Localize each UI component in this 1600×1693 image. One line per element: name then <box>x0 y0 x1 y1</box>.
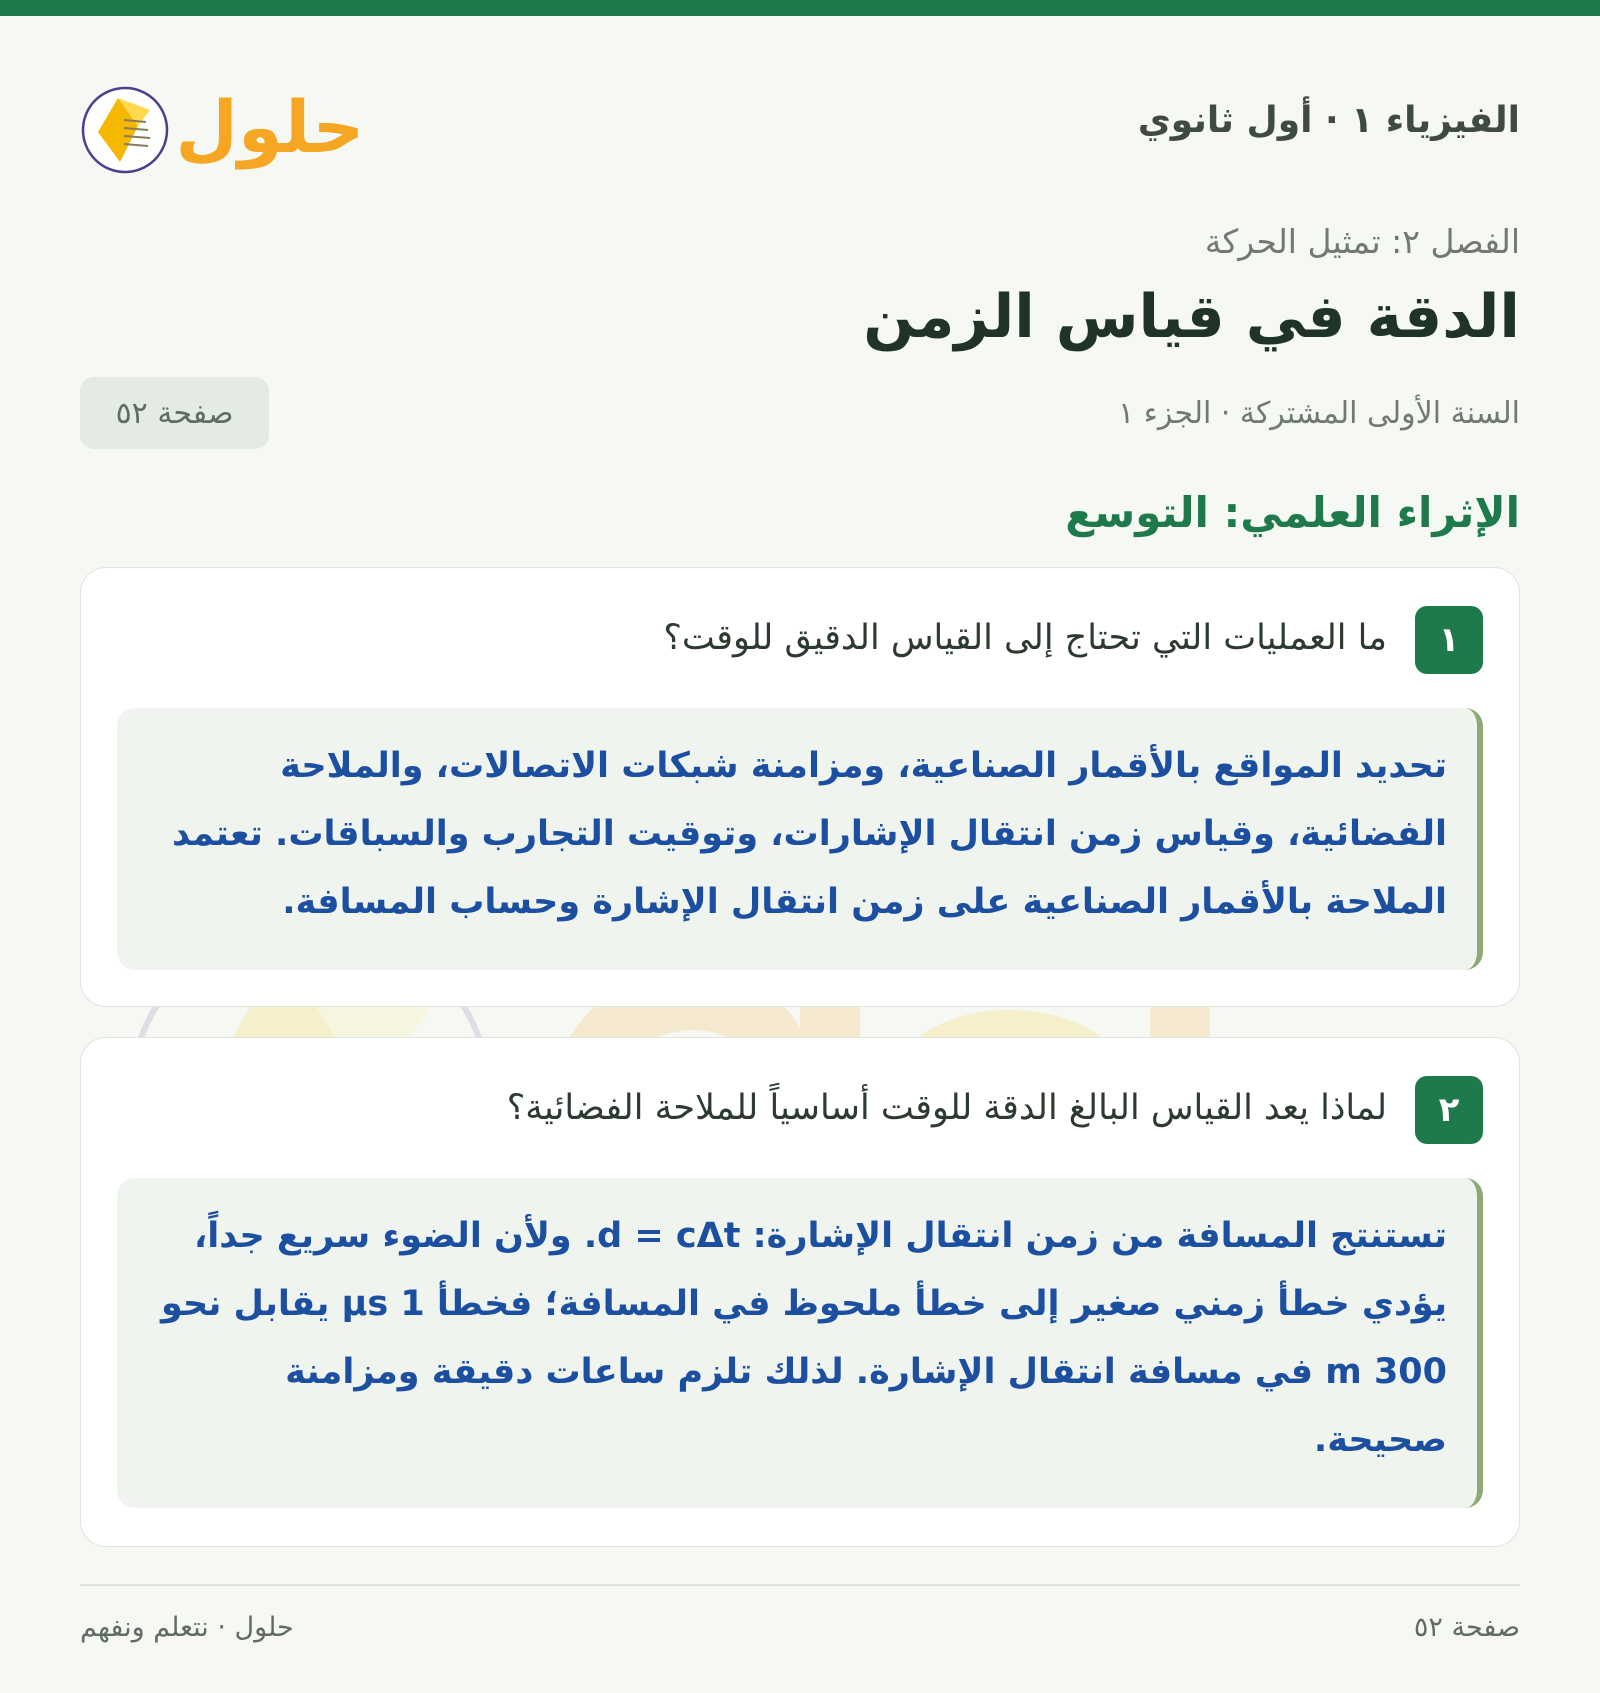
header <box>80 70 1520 180</box>
question-text: لماذا يعد القياس البالغ الدقة للوقت أساسياً للملاحة الفضائية؟ <box>506 1088 1387 1128</box>
question-card <box>80 1037 1520 1547</box>
brand-logo[interactable] <box>80 70 370 180</box>
top-accent-bar <box>0 0 1600 16</box>
answer-box: تحديد المواقع بالأقمار الصناعية، ومزامنة شبكات الاتصالات، والملاحة الفضائية، وقياس زمن انتقال الإشارات، وتوقيت التجارب والسباقات. تعتمد الملاحة بالأقمار الصناعية على زمن انتقال الإشارة وحساب المسافة. <box>117 708 1483 970</box>
lesson-meta: السنة الأولى المشتركة · الجزء ١ <box>1118 396 1520 431</box>
subject-title: الفيزياء ١ · أول ثانوي <box>1137 100 1520 141</box>
footer-brand: حلول · نتعلم ونفهم <box>80 1612 294 1643</box>
footer-page: صفحة ٥٢ <box>1413 1612 1520 1643</box>
logo-text: حلول <box>175 85 365 169</box>
section-title: الإثراء العلمي: التوسع <box>1065 488 1520 537</box>
question-text: ما العمليات التي تحتاج إلى القياس الدقيق للوقت؟ <box>663 618 1387 658</box>
chapter-label: الفصل ٢: تمثيل الحركة <box>1204 222 1520 261</box>
answer-box: تستنتج المسافة من زمن انتقال الإشارة: d = cΔt. ولأن الضوء سريع جداً، يؤدي خطأ زمني صغير إلى خطأ ملحوظ في المسافة؛ فخطأ 1 μs يقابل نحو 300 m في مسافة انتقال الإشارة. لذلك تلزم ساعات دقيقة ومزامنة صحيحة. <box>117 1178 1483 1508</box>
footer-divider <box>80 1584 1520 1586</box>
question-card <box>80 567 1520 1007</box>
lesson-title: الدقة في قياس الزمن <box>863 282 1520 352</box>
question-number: ٢ <box>1415 1076 1483 1144</box>
question-number: ١ <box>1415 606 1483 674</box>
book-pencil-icon <box>80 70 370 180</box>
page-badge: صفحة ٥٢ <box>80 377 269 449</box>
